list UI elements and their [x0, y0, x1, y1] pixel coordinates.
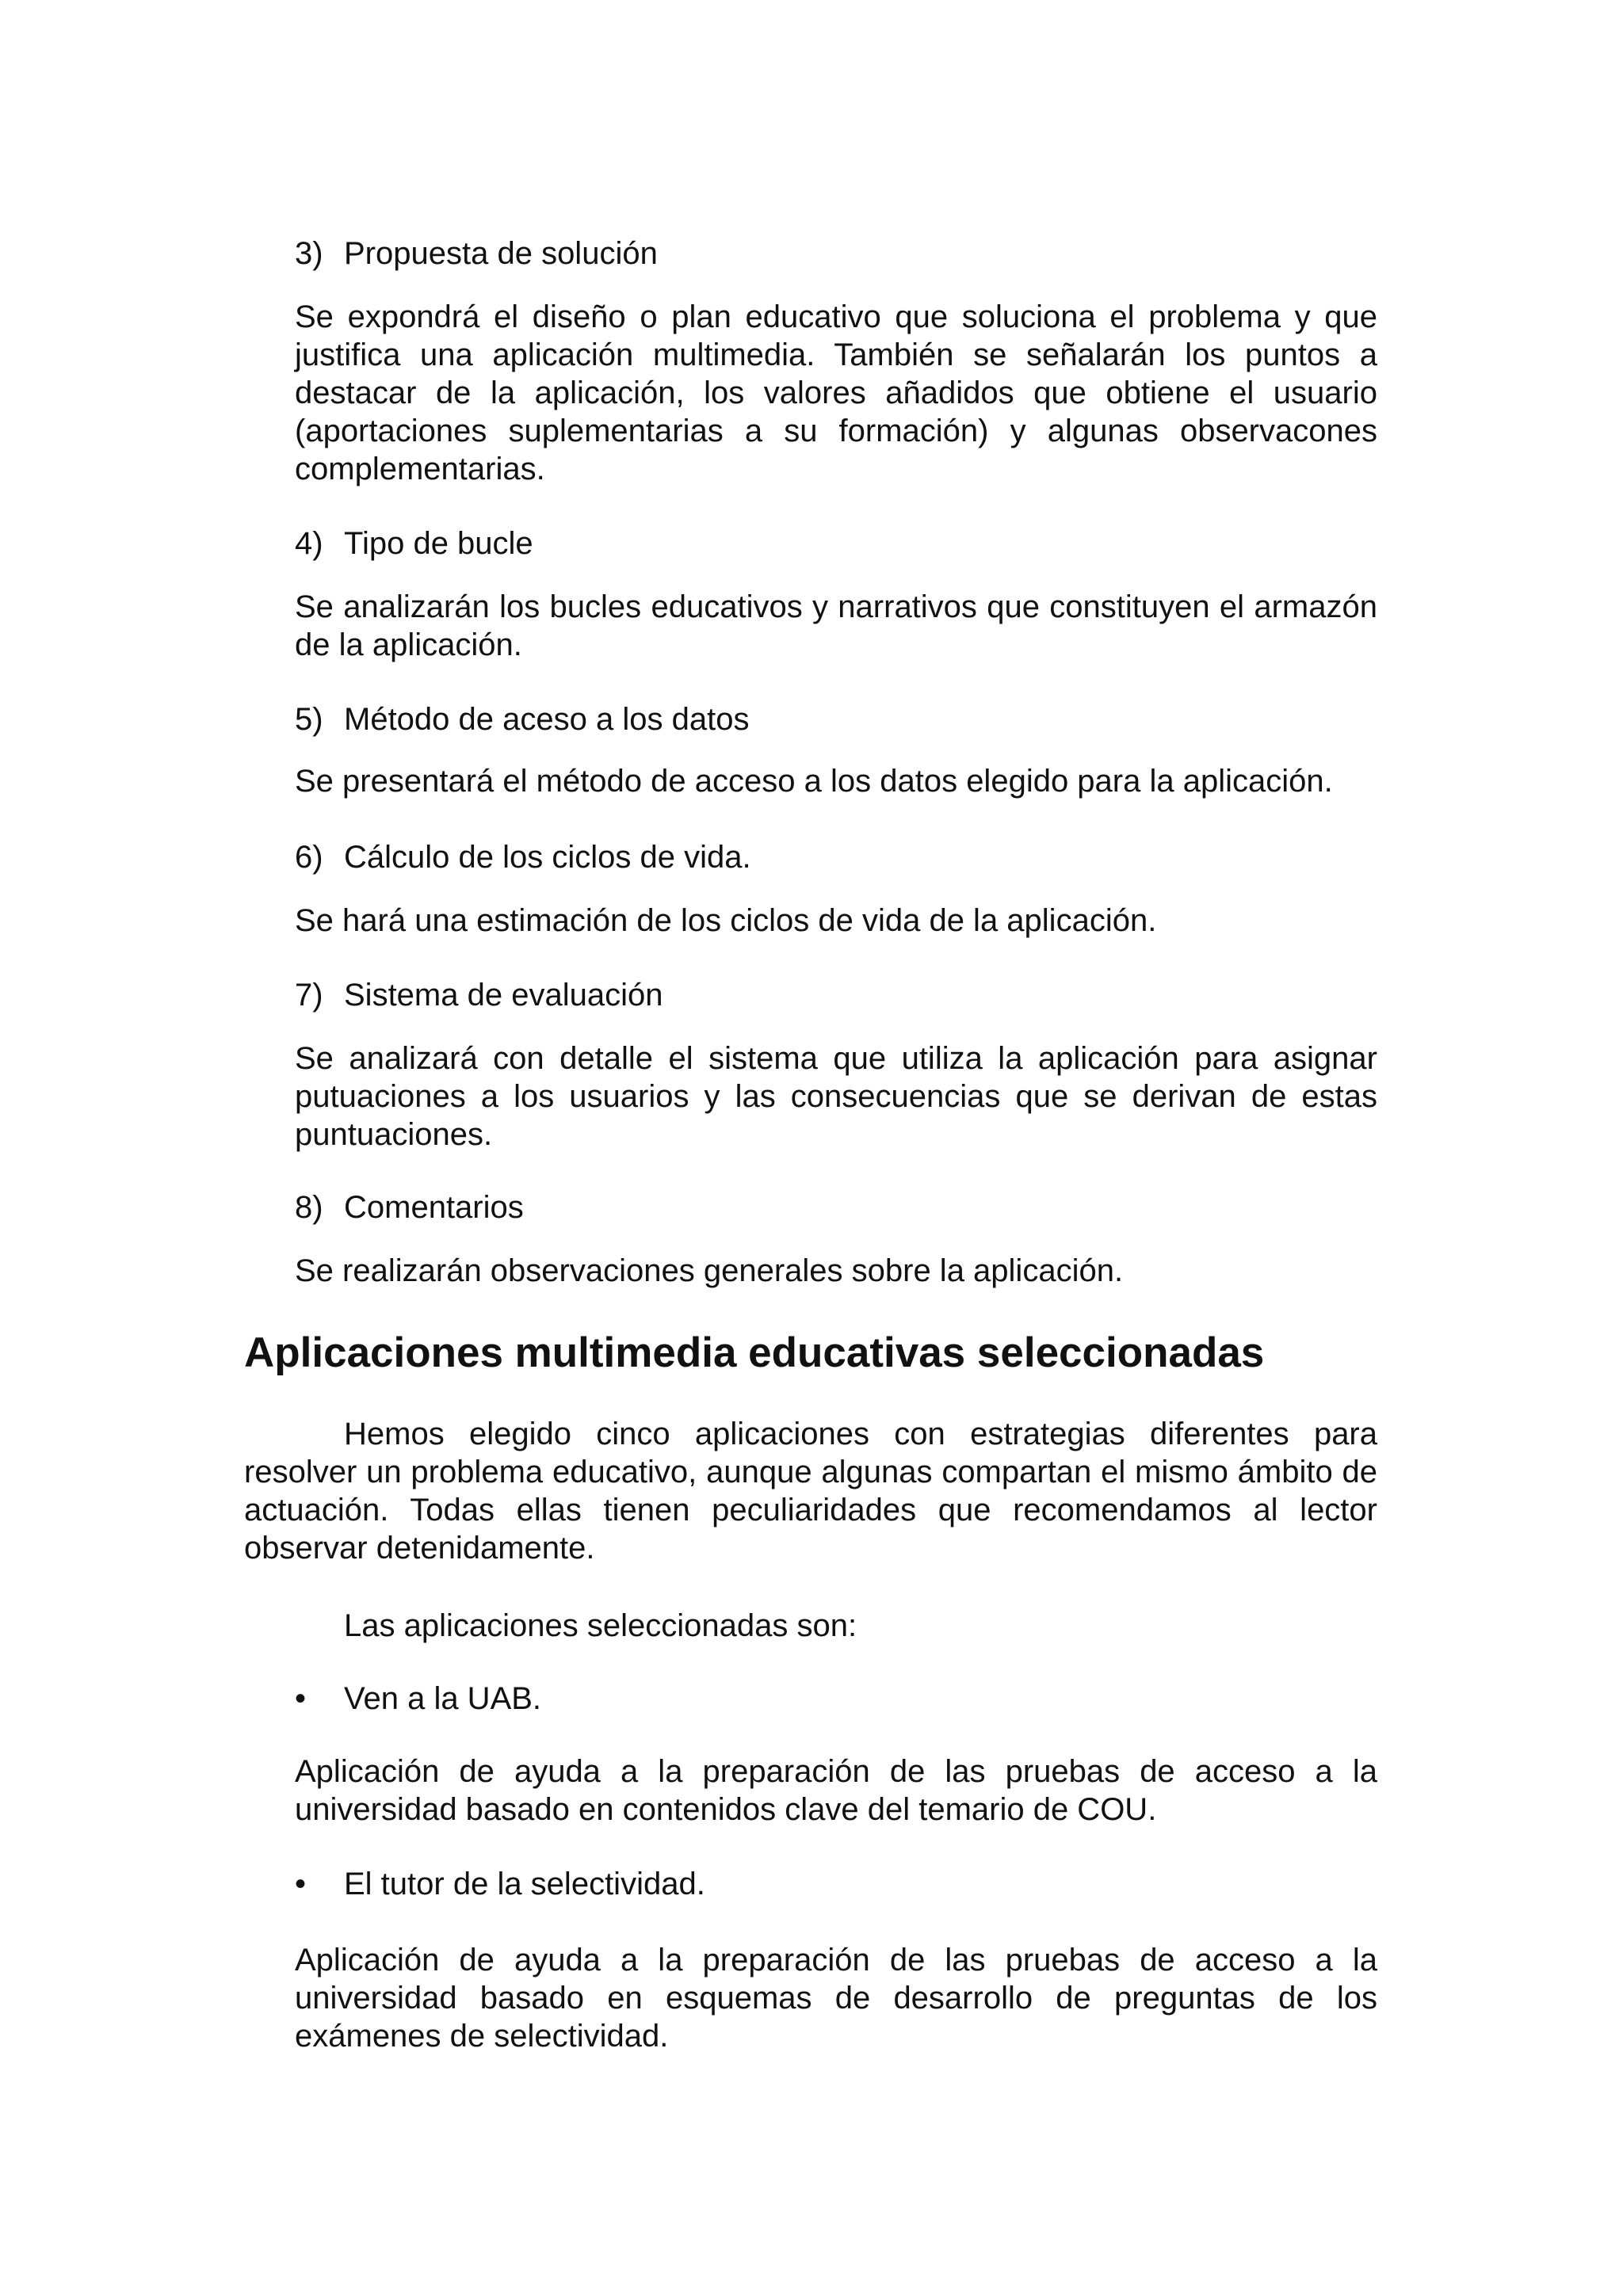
item-heading-7	[295, 976, 1388, 1014]
app-description-1: Aplicación de ayuda a la preparación de las pruebas de acceso a la universidad basado en contenidos clave del temario de COU.	[295, 1754, 1377, 1827]
item-number: 5)	[295, 702, 323, 737]
app-description-2: Aplicación de ayuda a la preparación de las pruebas de acceso a la universidad basado en esquemas de desarrollo de preguntas de los exámenes de selectividad.	[295, 1943, 1377, 2054]
item-title: Propuesta de solución	[344, 236, 658, 271]
bullet-icon: •	[295, 1681, 307, 1716]
item-body-5: Se presentará el método de acceso a los datos elegido para la aplicación.	[295, 764, 1333, 799]
item-title: Sistema de evaluación	[344, 978, 663, 1013]
item-heading-8	[295, 1188, 1388, 1226]
app-name: El tutor de la selectividad.	[344, 1867, 705, 1901]
section-lead: Las aplicaciones seleccionadas son:	[344, 1608, 857, 1643]
item-body-8: Se realizarán observaciones generales sobre la aplicación.	[295, 1253, 1124, 1288]
bullet-icon: •	[295, 1867, 307, 1901]
item-body-3: Se expondrá el diseño o plan educativo que soluciona el problema y que justifica una aplicación multimedia. También se señalarán los puntos a destacar de la aplicación, los valores añadidos que obtiene el usuario (aportaciones suplementarias a su formación) y algunas observacones complementarias.	[295, 299, 1377, 486]
item-body-6: Se hará una estimación de los ciclos de vida de la aplicación.	[295, 903, 1157, 938]
item-number: 7)	[295, 978, 323, 1013]
app-name: Ven a la UAB.	[344, 1681, 542, 1716]
item-title: Método de aceso a los datos	[344, 702, 750, 737]
item-heading-5	[295, 700, 1388, 738]
item-number: 6)	[295, 840, 323, 875]
item-number: 4)	[295, 526, 323, 561]
item-title: Cálculo de los ciclos de vida.	[344, 840, 751, 875]
item-number: 3)	[295, 236, 323, 271]
app-list-item-1	[295, 1680, 1388, 1718]
item-body-7: Se analizará con detalle el sistema que utiliza la aplicación para asignar putuaciones a los usuarios y las consecuencias que se derivan de estas puntuaciones.	[295, 1041, 1377, 1152]
app-list-item-2	[295, 1865, 1388, 1903]
item-heading-4	[295, 524, 1388, 563]
item-title: Comentarios	[344, 1190, 524, 1225]
section-intro: Hemos elegido cinco aplicaciones con estrategias diferentes para resolver un problema educativo, aunque algunas compartan el mismo ámbito de actuación. Todas ellas tienen peculiaridades que recomendamos al lector observar detenidamente.	[244, 1417, 1377, 1566]
item-heading-6	[295, 838, 1388, 876]
item-body-4: Se analizarán los bucles educativos y narrativos que constituyen el armazón de la aplicación.	[295, 589, 1377, 662]
item-title: Tipo de bucle	[344, 526, 533, 561]
item-heading-3	[295, 235, 1388, 273]
section-title: Aplicaciones multimedia educativas seleccionadas	[244, 1329, 1265, 1376]
item-number: 8)	[295, 1190, 323, 1225]
